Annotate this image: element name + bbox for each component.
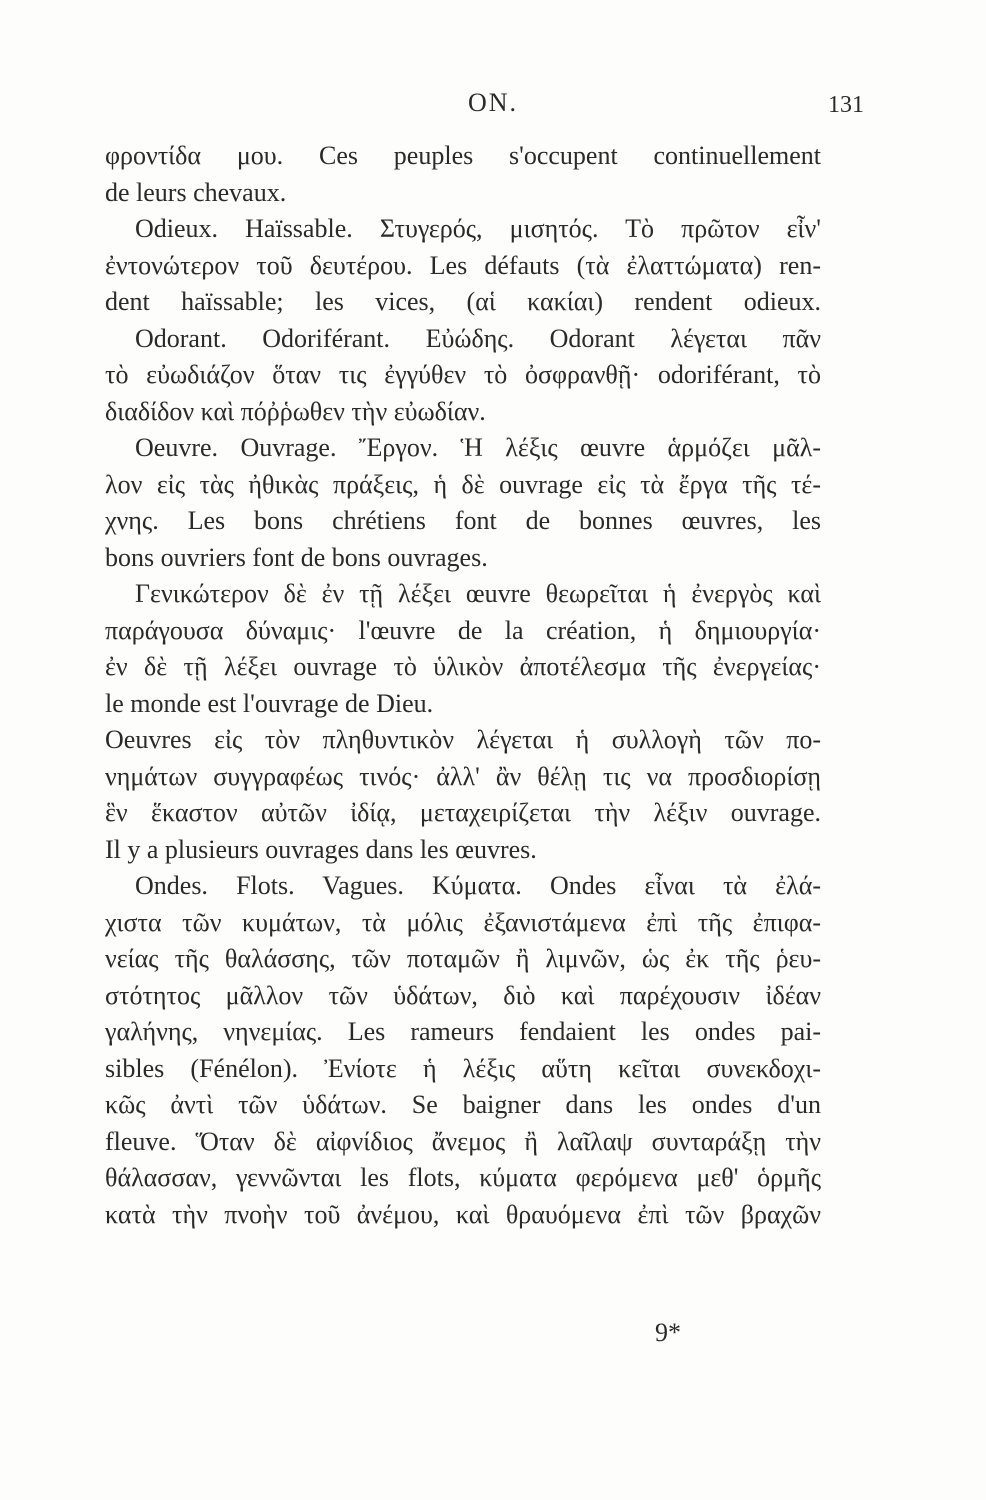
- text-line: χνης. Les bons chrétiens font de bonnes œuvres, les: [105, 506, 821, 535]
- text-line: νείας τῆς θαλάσσης, τῶν ποταμῶν ἢ λιμνῶν, ὡς ἐκ τῆς ῥευ-: [105, 944, 821, 973]
- entry-heading-line: Odorant. Odoriférant. Εὐώδης. Odorant λέγεται πᾶν: [135, 323, 821, 353]
- text-line: de leurs chevaux.: [105, 177, 287, 207]
- text-line: le monde est l'ouvrage de Dieu.: [105, 688, 434, 718]
- text-line: ἓν ἕκαστον αὐτῶν ἰδίᾳ, μεταχειρίζεται τὴν λέξιν ouvrage.: [105, 798, 821, 827]
- text-line: fleuve. Ὅταν δὲ αἰφνίδιος ἄνεμος ἢ λαῖλαψ συνταράξῃ τὴν: [105, 1126, 821, 1156]
- text-line: dent haïssable; les vices, (αἱ κακίαι) rendent odieux.: [105, 287, 821, 316]
- text-line: γαλήνης, νηνεμίας. Les rameurs fendaient les ondes pai-: [105, 1017, 821, 1046]
- text-line: θάλασσαν, γεννῶνται les flots, κύματα φερόμενα μεθ' ὁρμῆς: [105, 1163, 821, 1192]
- page-header-title: ON.: [467, 88, 519, 117]
- text-line: ἐντονώτερον τοῦ δευτέρου. Les défauts (τὰ ἐλαττώματα) ren-: [105, 250, 821, 280]
- text-line: κατὰ τὴν πνοὴν τοῦ ἀνέμου, καὶ θραυόμενα ἐπὶ τῶν βραχῶν: [105, 1199, 821, 1229]
- entry-heading-line: Odieux. Haïssable. Στυγερός, μισητός. Τὸ πρῶτον εἶν': [135, 214, 821, 243]
- text-line: παράγουσα δύναμις· l'œuvre de la création, ἡ δημιουργία·: [105, 615, 821, 645]
- text-line: στότητος μᾶλλον τῶν ὑδάτων, διὸ καὶ παρέχουσιν ἰδέαν: [105, 980, 821, 1010]
- text-line: χιστα τῶν κυμάτων, τὰ μόλις ἐξανιστάμενα ἐπὶ τῆς ἐπιφα-: [105, 907, 821, 937]
- text-line: τὸ εὐωδιάζον ὅταν τις ἐγγύθεν τὸ ὀσφρανθῇ· odoriférant, τὸ: [105, 360, 821, 389]
- text-line: λον εἰς τὰς ἠθικὰς πράξεις, ἡ δὲ ouvrage εἰς τὰ ἔργα τῆς τέ-: [105, 469, 821, 499]
- text-line: νημάτων συγγραφέως τινός· ἀλλ' ἂν θέλῃ τις να προσδιορίσῃ: [105, 761, 821, 791]
- signature-mark: 9*: [655, 1318, 681, 1347]
- text-line: sibles (Fénélon). Ἐνίοτε ἡ λέξις αὕτη κεῖται συνεκδοχι-: [105, 1053, 821, 1083]
- page-number: 131: [828, 92, 864, 118]
- text-line: bons ouvriers font de bons ouvrages.: [105, 542, 488, 572]
- text-line: ἐν δὲ τῇ λέξει ouvrage τὸ ὑλικὸν ἀποτέλεσμα τῆς ἐνεργείας·: [105, 652, 821, 681]
- entry-heading-line: Ondes. Flots. Vagues. Κύματα. Ondes εἶναι τὰ ἐλά-: [135, 871, 821, 900]
- paragraph-start-line: Oeuvres εἰς τὸν πληθυντικὸν λέγεται ἡ συλλογὴ τῶν πο-: [105, 725, 821, 754]
- text-line: διαδίδον καὶ πόῤῥωθεν τὴν εὐωδίαν.: [105, 396, 486, 426]
- entry-heading-line: Oeuvre. Ouvrage. Ἔργον. Ἡ λέξις œuvre ἁρμόζει μᾶλ-: [135, 433, 821, 462]
- text-line: φροντίδα μου. Ces peuples s'occupent continuellement: [105, 141, 821, 170]
- text-line: κῶς ἀντὶ τῶν ὑδάτων. Se baigner dans les ondes d'un: [105, 1090, 821, 1119]
- body-text: [105, 138, 821, 1233]
- paragraph-start-line: Γενικώτερον δὲ ἐν τῇ λέξει œuvre θεωρεῖται ἡ ἐνεργὸς καὶ: [135, 579, 821, 608]
- running-head: [0, 88, 986, 128]
- text-line: Il y a plusieurs ouvrages dans les œuvres.: [105, 834, 537, 864]
